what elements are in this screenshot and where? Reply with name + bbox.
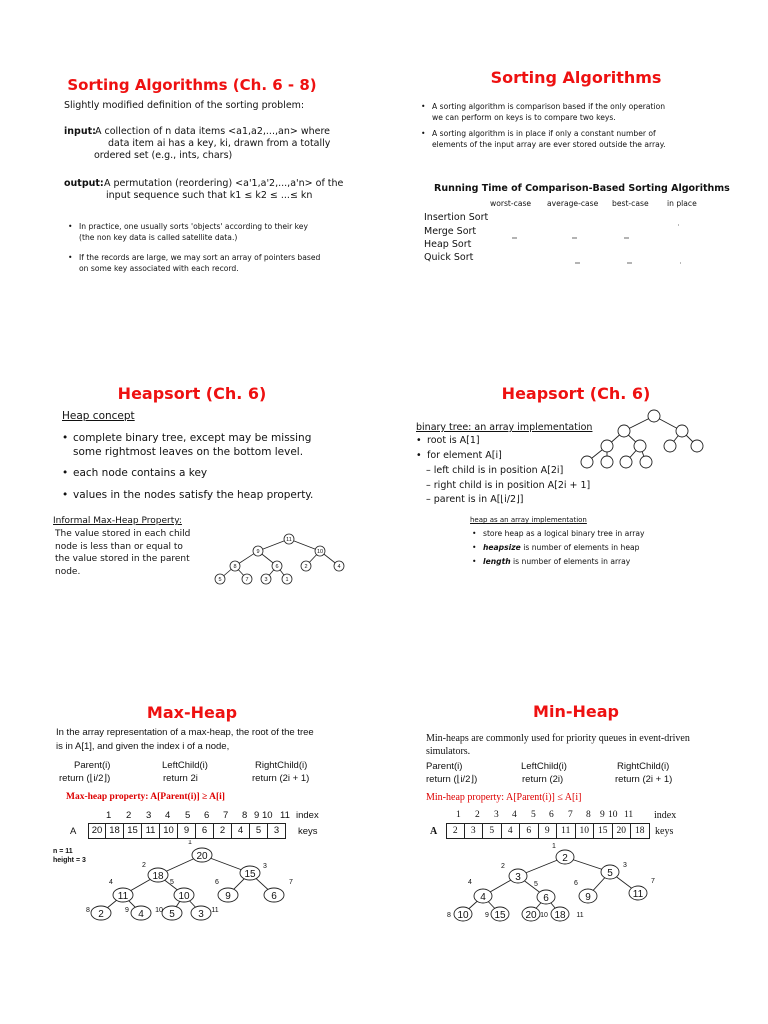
max-heap-property-text	[55, 528, 190, 578]
index-1: 1	[456, 810, 461, 820]
rightchild-return: return (2i + 1)	[615, 774, 673, 785]
keys-label: keys	[655, 826, 674, 837]
tree-node: 6	[543, 893, 549, 904]
bullet-text: • for element A[i]	[427, 450, 502, 461]
node-index: 8	[86, 907, 90, 914]
right-child-rule: – right child is in position A[2i + 1]	[426, 480, 591, 491]
index-label: index	[654, 810, 677, 821]
array-cell: 5	[250, 823, 268, 839]
slide-heapsort-concept	[0, 370, 384, 670]
tree-node: 11	[632, 889, 644, 900]
tree-node: 1	[285, 577, 289, 583]
node-index: 3	[623, 862, 627, 869]
height-label: height = 3	[53, 857, 86, 864]
parent-func: Parent(i)	[426, 761, 463, 772]
index-5: 5	[531, 810, 536, 820]
array-cell: 10	[160, 823, 178, 839]
node-index: 5	[170, 879, 174, 886]
array-cell: 11	[557, 823, 576, 839]
property-line: node is less than or equal to	[55, 541, 183, 552]
array-cell: 4	[232, 823, 250, 839]
slide-max-heap	[0, 690, 384, 990]
index-2: 2	[475, 810, 480, 820]
bullet-text: • root is A[1]	[427, 435, 480, 446]
bullet-heapsize	[483, 542, 639, 553]
row-merge-sort: Merge Sort	[424, 226, 477, 237]
property-line: The value stored in each child	[55, 529, 191, 539]
slide-title: Max-Heap	[146, 703, 238, 722]
array-cell: 10	[576, 823, 595, 839]
property-line: the value stored in the parent	[55, 554, 190, 564]
node-index: 4	[468, 879, 472, 886]
output-line-1: A permutation (reordering) <a'1,a'2,...,a'n> of the	[104, 178, 344, 189]
bullet-complete-binary-tree	[73, 431, 311, 459]
tree-node: 2	[562, 853, 568, 864]
tree-node: 18	[554, 910, 566, 921]
node-index: 5	[534, 881, 538, 888]
max-heap-tree	[0, 840, 384, 930]
array-cell: 4	[502, 823, 521, 839]
index-6: 6	[549, 810, 554, 820]
leftchild-return: return (2i)	[522, 774, 564, 785]
keys-label: keys	[298, 826, 318, 837]
tree-node: 9	[585, 892, 591, 903]
tree-node: 3	[515, 872, 521, 883]
tree-node: 9	[256, 549, 260, 555]
index-6: 6	[204, 810, 210, 821]
index-10: 10	[262, 810, 273, 821]
row-quick-sort: Quick Sort	[424, 252, 474, 263]
output-line-2: input sequence such that k1 ≤ k2 ≤ ...≤ kn	[106, 190, 313, 201]
max-heap-array	[88, 823, 286, 839]
bullet-text: • If the records are large, we may sort an array of pointers based	[79, 253, 321, 262]
bullet-text: • values in the nodes satisfy the heap property.	[73, 489, 314, 501]
index-10: 10	[608, 810, 618, 820]
min-heap-tree	[384, 840, 768, 930]
index-label: index	[296, 810, 319, 821]
col-in-place: in place	[667, 199, 697, 208]
heap-concept-heading: Heap concept	[62, 410, 135, 422]
length-text: is number of elements in array	[510, 557, 631, 566]
tree-node: 18	[152, 871, 164, 882]
tree-node: 3	[198, 909, 204, 920]
bullet-text: • A sorting algorithm is in place if only a constant number of	[432, 129, 656, 138]
bullet-text: (the non key data is called satellite data.)	[79, 233, 238, 242]
max-heap-tree-small	[200, 528, 360, 588]
node-index: 4	[109, 879, 113, 886]
index-9: 9	[600, 810, 605, 820]
min-heap-desc-1: Min-heaps are commonly used for priority queues in event-driven	[426, 733, 690, 744]
index-4: 4	[512, 810, 517, 820]
leftchild-func: LeftChild(i)	[521, 761, 567, 772]
node-index: 9	[125, 907, 129, 914]
array-cell: 2	[446, 823, 465, 839]
slide-title: Sorting Algorithms	[490, 68, 662, 87]
bullet-text: • each node contains a key	[73, 467, 208, 479]
rightchild-return: return (2i + 1)	[252, 773, 310, 784]
node-index: 1	[552, 843, 556, 850]
node-index: 2	[142, 862, 146, 869]
array-implementation-heading: binary tree: an array implementation	[416, 422, 593, 433]
slide-sorting-algorithms	[384, 60, 768, 360]
bullet-text: some rightmost leaves on the bottom level.	[73, 446, 304, 458]
tree-node: 10	[316, 549, 324, 555]
output-label: output:	[64, 178, 104, 189]
max-heap-desc-2: is in A[1], and given the index i of a node,	[56, 741, 230, 752]
array-cell: 15	[594, 823, 613, 839]
slide-title: Heapsort (Ch. 6)	[501, 384, 651, 403]
node-index: 11	[211, 907, 219, 914]
index-3: 3	[494, 810, 499, 820]
node-index: 1	[188, 840, 192, 846]
index-8: 8	[242, 810, 248, 821]
bullet-satellite	[79, 221, 308, 243]
property-line: node.	[55, 566, 81, 577]
tree-node: 7	[245, 577, 249, 583]
array-cell: 11	[142, 823, 160, 839]
rightchild-func: RightChild(i)	[255, 760, 308, 771]
bullet-text: • store heap as a logical binary tree in array	[483, 529, 645, 538]
node-index: 8	[447, 912, 451, 919]
tree-node: 2	[98, 909, 104, 920]
max-heap-property: Max-heap property: A[Parent(i)] ≥ A[i]	[66, 792, 225, 802]
input-line-1: A collection of n data items <a1,a2,...,an> where	[95, 126, 330, 137]
array-cell: 18	[106, 823, 124, 839]
array-cell: 9	[178, 823, 196, 839]
tree-node: 5	[169, 909, 175, 920]
array-cell: 9	[539, 823, 558, 839]
slide-sorting-definition	[0, 60, 384, 360]
slide-heapsort-array	[384, 370, 768, 670]
array-cell: 2	[214, 823, 232, 839]
input-line-2: data item ai has a key, ki, drawn from a totally	[108, 138, 331, 149]
table-marks	[384, 60, 768, 300]
array-cell: 3	[465, 823, 484, 839]
slide-min-heap	[384, 690, 768, 990]
tree-node: 11	[117, 891, 129, 902]
row-heap-sort: Heap Sort	[424, 239, 472, 250]
tree-node: 10	[457, 910, 469, 921]
array-cell: 6	[520, 823, 539, 839]
input-line-3: ordered set (e.g., ints, chars)	[94, 150, 233, 161]
col-best-case: best-case	[612, 199, 649, 208]
slide-title: Min-Heap	[533, 702, 619, 721]
node-index: 6	[215, 879, 219, 886]
tree-node: 9	[225, 891, 231, 902]
leftchild-func: LeftChild(i)	[162, 760, 208, 771]
table-title: Running Time of Comparison-Based Sorting Algorithms	[434, 183, 730, 194]
bullet-pointers	[79, 252, 320, 274]
index-2: 2	[126, 810, 132, 821]
array-label: A	[70, 826, 77, 837]
node-index: 10	[540, 912, 548, 919]
node-index: 3	[263, 863, 267, 870]
intro-text: Slightly modified definition of the sorting problem:	[64, 100, 305, 111]
parent-rule: – parent is in A[⌊i/2⌋]	[426, 494, 524, 505]
tree-node: 4	[337, 564, 341, 570]
index-11: 11	[624, 810, 634, 820]
bullet-text: we can perform on keys is to compare two keys.	[432, 113, 616, 122]
tree-node: 8	[233, 564, 237, 570]
bullet-text: • In practice, one usually sorts 'objects' according to their key	[79, 222, 308, 231]
row-insertion-sort: Insertion Sort	[424, 212, 489, 223]
index-7: 7	[568, 810, 573, 820]
bullet-text: • A sorting algorithm is comparison based if the only operation	[432, 102, 666, 111]
bullet-store-heap	[483, 528, 645, 539]
node-index: 2	[501, 863, 505, 870]
bullet-element	[427, 450, 502, 462]
index-7: 7	[223, 810, 229, 821]
bullet-node-key	[73, 466, 207, 480]
node-index: 6	[574, 880, 578, 887]
array-cell: 18	[631, 823, 650, 839]
node-index: 7	[651, 878, 655, 885]
parent-return: return (⌊i/2⌋)	[426, 774, 478, 785]
col-average-case: average-case	[547, 199, 599, 208]
col-worst-case: worst-case	[490, 199, 532, 208]
index-8: 8	[586, 810, 591, 820]
node-index: 9	[485, 912, 489, 919]
binary-tree-diagram	[574, 408, 714, 473]
min-heap-property: Min-heap property: A[Parent(i)] ≤ A[i]	[426, 792, 582, 803]
bullet-text: on some key associated with each record.	[79, 264, 239, 273]
array-cell: 15	[124, 823, 142, 839]
tree-node: 5	[218, 577, 222, 583]
bullet-text: • complete binary tree, except may be missing	[73, 432, 312, 444]
array-cell: 5	[483, 823, 502, 839]
bullet-text	[483, 556, 630, 567]
node-index: 10	[155, 907, 163, 914]
array-cell: 6	[196, 823, 214, 839]
parent-return: return (⌊i/2⌋)	[59, 773, 111, 784]
bullet-root	[427, 435, 480, 447]
leftchild-return: return 2i	[163, 773, 198, 784]
tree-node: 20	[196, 851, 208, 862]
parent-func: Parent(i)	[74, 760, 111, 771]
array-cell: 20	[613, 823, 632, 839]
heapsize-text: is number of elements in heap	[520, 543, 640, 552]
tree-node: 2	[304, 564, 308, 570]
length-term: length	[483, 557, 511, 566]
min-heap-desc-2: simulators.	[426, 746, 471, 757]
bullet-length	[483, 556, 630, 567]
tree-node: 15	[494, 910, 506, 921]
tree-node: 15	[244, 869, 256, 880]
array-cell: 3	[268, 823, 286, 839]
left-child-rule: – left child is in position A[2i]	[426, 465, 564, 476]
index-9: 9	[254, 810, 260, 821]
index-3: 3	[146, 810, 152, 821]
heap-array-heading: heap as an array implementation	[470, 516, 587, 524]
index-4: 4	[165, 810, 171, 821]
index-1: 1	[106, 810, 112, 821]
slide-title: Heapsort (Ch. 6)	[117, 384, 267, 403]
tree-node: 4	[138, 909, 144, 920]
slide-title: Sorting Algorithms (Ch. 6 - 8)	[67, 76, 317, 94]
heapsize-term: heapsize	[483, 543, 521, 552]
index-5: 5	[185, 810, 191, 821]
min-heap-array	[446, 823, 650, 839]
tree-node: 6	[275, 564, 279, 570]
tree-node: 3	[264, 577, 268, 583]
bullet-text: elements of the input array are ever stored outside the array.	[432, 140, 666, 149]
max-heap-property-heading: Informal Max-Heap Property:	[53, 516, 182, 526]
tree-node: 10	[178, 891, 190, 902]
tree-node: 6	[271, 891, 277, 902]
array-cell: 20	[88, 823, 106, 839]
tree-node: 11	[286, 537, 292, 543]
array-label: A	[430, 826, 438, 837]
max-heap-desc-1: In the array representation of a max-heap, the root of the tree	[56, 727, 314, 738]
tree-node: 20	[525, 910, 537, 921]
node-index: 7	[289, 879, 293, 886]
node-index: 11	[576, 912, 584, 919]
input-label: input:	[64, 126, 96, 137]
tree-node: 5	[607, 868, 613, 879]
bullet-text	[483, 542, 639, 553]
rightchild-func: RightChild(i)	[617, 761, 670, 772]
index-11: 11	[280, 810, 290, 821]
n-label: n = 11	[53, 848, 73, 855]
tree-node: 4	[480, 892, 486, 903]
bullet-heap-property	[73, 488, 313, 502]
